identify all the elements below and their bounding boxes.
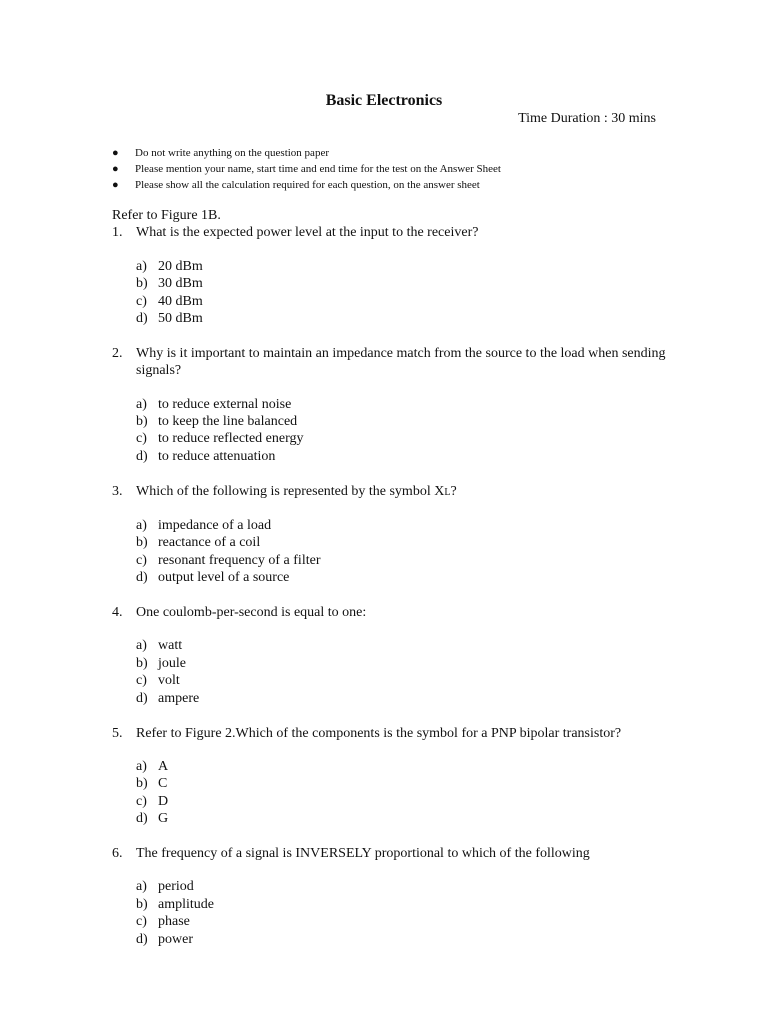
instruction-text: Please mention your name, start time and end time for the test on the Answer Sheet [135, 163, 501, 175]
option-text: power [158, 931, 193, 947]
option-letter: c) [136, 552, 147, 568]
options-list [136, 258, 672, 328]
option-text: C [158, 776, 168, 792]
option-item [136, 913, 672, 930]
option-text: 20 dBm [158, 258, 203, 274]
option-letter: b) [136, 896, 148, 912]
bullet-icon: ● [112, 163, 119, 175]
option-letter: b) [136, 776, 148, 792]
option-text: A [158, 758, 169, 774]
option-text: ampere [158, 690, 200, 706]
option-item [136, 672, 672, 689]
options-list [136, 396, 672, 466]
option-letter: a) [136, 258, 147, 274]
option-text: 30 dBm [158, 276, 203, 292]
option-text: phase [158, 914, 190, 930]
question-header [112, 224, 672, 241]
question-1 [112, 224, 672, 327]
options-list [136, 517, 672, 587]
option-item [136, 878, 672, 895]
option-text: 50 dBm [158, 311, 203, 327]
option-letter: d) [136, 690, 148, 706]
option-text: period [158, 879, 194, 895]
option-item [136, 552, 672, 569]
question-text: The frequency of a signal is INVERSELY proportional to which of the following [136, 845, 590, 861]
option-text: to reduce external noise [158, 396, 292, 412]
question-6 [112, 845, 672, 948]
option-letter: a) [136, 879, 147, 895]
option-letter: b) [136, 655, 148, 671]
instruction-text: Please show all the calculation required for each question, on the answer sheet [135, 179, 480, 191]
option-item [136, 931, 672, 948]
option-letter: d) [136, 448, 148, 464]
question-number: 4. [112, 605, 123, 621]
option-letter: c) [136, 293, 147, 309]
question-text [136, 483, 672, 501]
question-number: 2. [112, 345, 123, 361]
question-header [112, 604, 672, 621]
option-text: G [158, 811, 169, 827]
option-letter: a) [136, 396, 147, 412]
question-header [112, 845, 672, 862]
option-item [136, 569, 672, 586]
option-item [136, 810, 672, 827]
option-item [136, 896, 672, 913]
instruction-text: Do not write anything on the question paper [135, 147, 329, 159]
option-letter: b) [136, 535, 148, 551]
option-letter: d) [136, 931, 148, 947]
options-list [136, 758, 672, 828]
option-letter: b) [136, 276, 148, 292]
instruction-item [112, 177, 672, 193]
option-item [136, 258, 672, 275]
option-text: joule [158, 655, 186, 671]
option-text: watt [158, 638, 183, 654]
question-text: What is the expected power level at the input to the receiver? [136, 225, 479, 241]
instruction-item [112, 145, 672, 161]
question-5 [112, 725, 672, 828]
option-letter: a) [136, 758, 147, 774]
question-header [112, 483, 672, 501]
option-letter: d) [136, 311, 148, 327]
question-number: 3. [112, 483, 123, 499]
option-text: impedance of a load [158, 518, 272, 534]
question-header [112, 345, 672, 380]
option-text: resonant frequency of a filter [158, 552, 321, 568]
option-letter: a) [136, 518, 147, 534]
option-text: output level of a source [158, 570, 290, 586]
option-text: to keep the line balanced [158, 414, 298, 430]
instruction-item [112, 161, 672, 177]
bullet-icon: ● [112, 179, 119, 191]
option-item [136, 517, 672, 534]
symbol-subscript: L [444, 486, 451, 498]
option-text: volt [158, 673, 180, 689]
option-text: D [158, 793, 169, 809]
option-item [136, 775, 672, 792]
option-item [136, 413, 672, 430]
question-number: 6. [112, 845, 123, 861]
option-item [136, 637, 672, 654]
question-text-end: ? [450, 483, 457, 499]
option-letter: d) [136, 570, 148, 586]
option-item [136, 758, 672, 775]
option-item [136, 655, 672, 672]
question-text: One coulomb-per-second is equal to one: [136, 605, 367, 621]
option-item [136, 793, 672, 810]
option-letter: c) [136, 914, 147, 930]
option-item [136, 396, 672, 413]
option-letter: d) [136, 811, 148, 827]
option-letter: c) [136, 673, 147, 689]
option-text: reactance of a coil [158, 535, 261, 551]
option-letter: b) [136, 414, 148, 430]
question-number: 5. [112, 725, 123, 741]
time-duration: Time Duration : 30 mins [518, 111, 656, 126]
bullet-icon: ● [112, 147, 119, 159]
questions-section [112, 207, 672, 965]
page-title: Basic Electronics [325, 92, 443, 109]
option-letter: c) [136, 793, 147, 809]
question-2 [112, 345, 672, 465]
question-text-main: Which of the following is represented by the symbol X [136, 483, 445, 499]
options-list [136, 878, 672, 948]
option-text: 40 dBm [158, 293, 203, 309]
option-item [136, 448, 672, 465]
option-item [136, 534, 672, 551]
question-header [112, 725, 672, 742]
option-letter: c) [136, 431, 147, 447]
option-item [136, 293, 672, 310]
option-item [136, 430, 672, 447]
option-item [136, 690, 672, 707]
question-4 [112, 604, 672, 707]
figure-reference: Refer to Figure 1B. [112, 208, 221, 223]
option-item [136, 310, 672, 327]
question-text: Why is it important to maintain an impedance match from the source to the load when sending signals? [136, 345, 666, 379]
question-text: Refer to Figure 2.Which of the components is the symbol for a PNP bipolar transistor? [136, 725, 622, 741]
options-list [136, 637, 672, 707]
question-3 [112, 483, 672, 587]
option-text: amplitude [158, 896, 214, 912]
option-text: to reduce attenuation [158, 448, 276, 464]
instructions-list [112, 145, 672, 193]
option-item [136, 275, 672, 292]
question-number: 1. [112, 225, 123, 241]
option-text: to reduce reflected energy [158, 431, 304, 447]
option-letter: a) [136, 638, 147, 654]
